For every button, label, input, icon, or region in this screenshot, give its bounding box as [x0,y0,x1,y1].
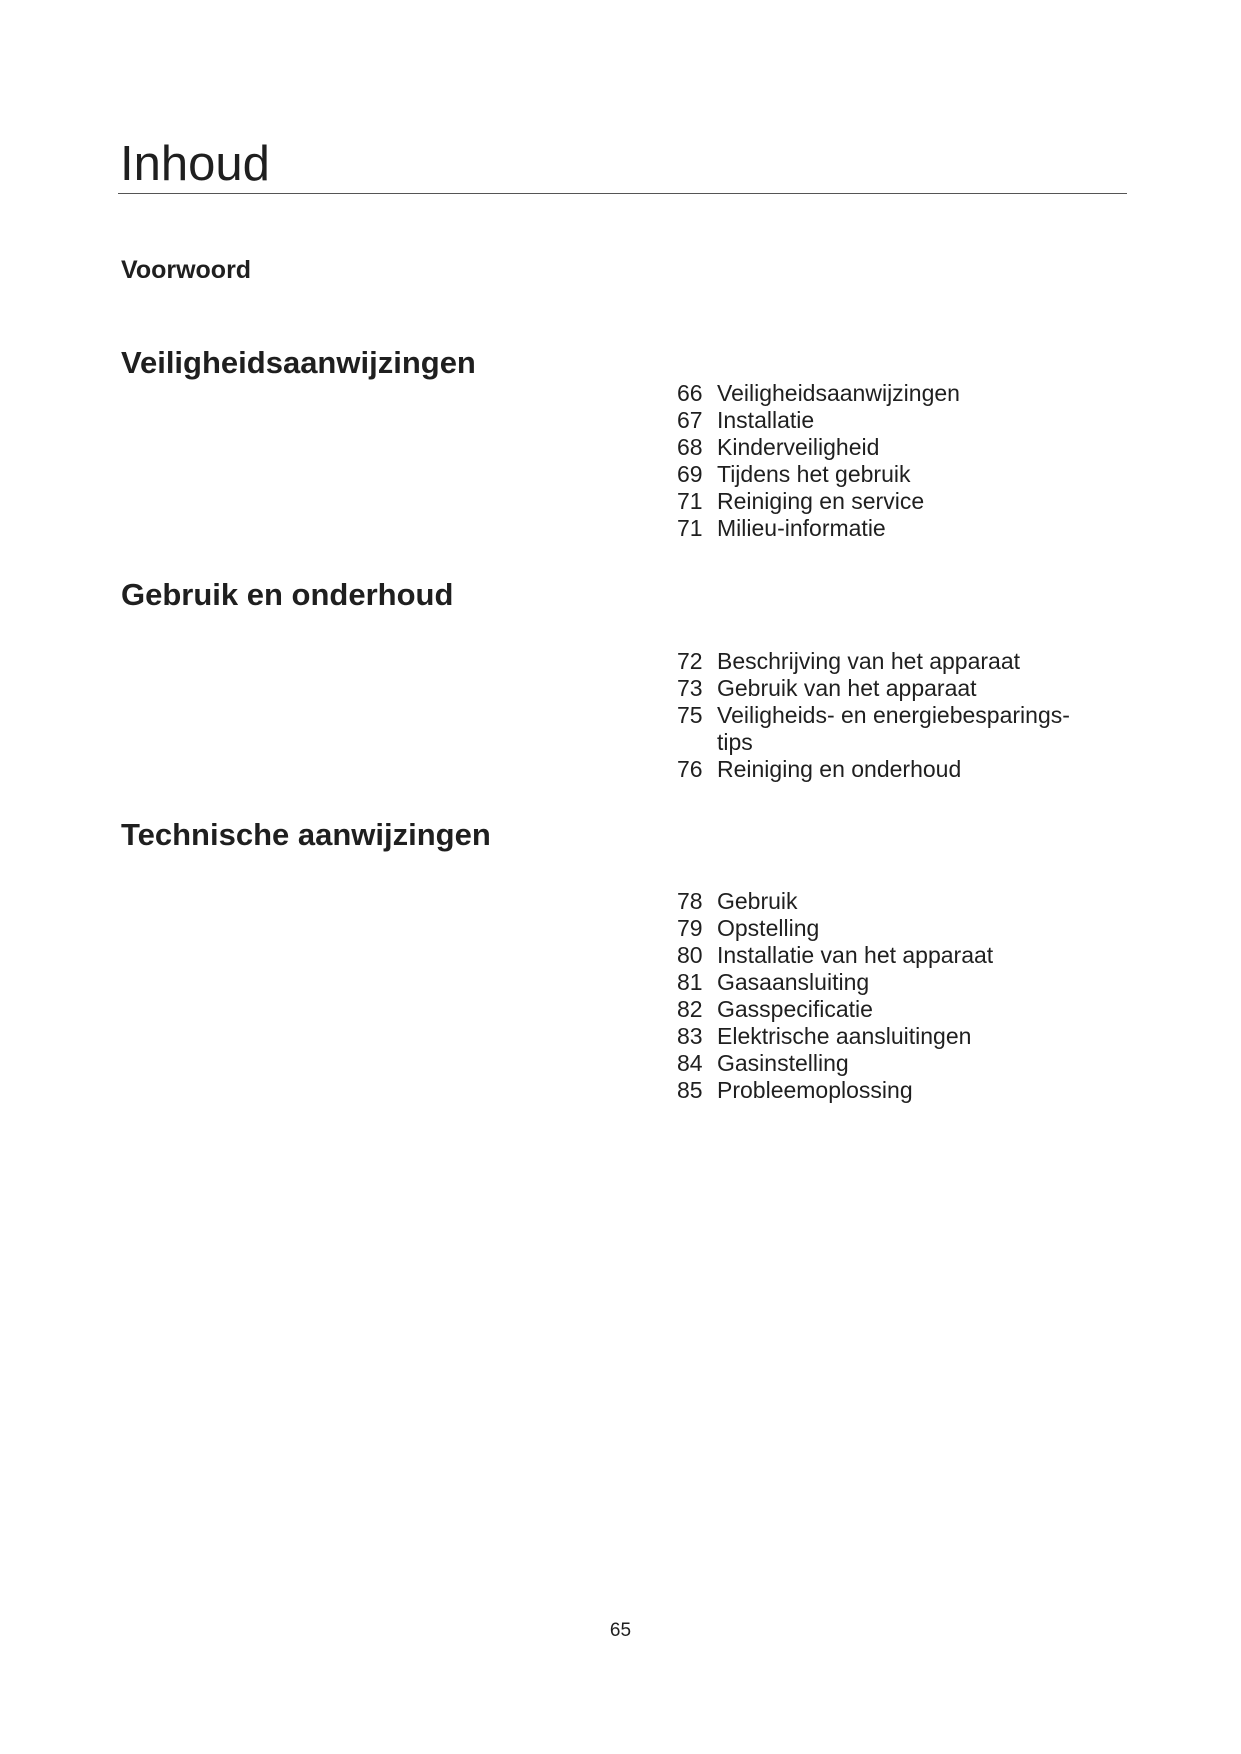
toc-page-number: 81 [677,969,703,995]
toc-entry[interactable] [677,1077,1097,1104]
toc-list-usage [677,648,1097,783]
toc-page-number: 78 [677,888,703,914]
toc-entry-label: Opstelling [717,915,820,941]
toc-entry[interactable] [677,488,1097,515]
toc-page-number: 66 [677,380,703,406]
toc-entry-label: Reiniging en onderhoud [717,756,962,782]
page-number: 65 [609,1620,632,1641]
toc-entry-label: Tijdens het gebruik [717,461,911,487]
toc-entry[interactable] [677,1050,1097,1077]
toc-page-number: 83 [677,1023,703,1049]
toc-entry-label: Gebruik van het apparaat [717,675,977,701]
toc-entry[interactable] [677,1023,1097,1050]
toc-entry[interactable] [677,915,1097,942]
toc-entry[interactable] [677,942,1097,969]
toc-page-number: 68 [677,434,703,460]
toc-entry-label: Gasinstelling [717,1050,849,1076]
toc-entry[interactable] [677,675,1097,702]
toc-entry[interactable] [677,969,1097,996]
toc-list-safety [677,380,1097,542]
toc-entry-label: Elektrische aansluitingen [717,1023,972,1049]
toc-page-number: 69 [677,461,703,487]
toc-page-number: 72 [677,648,703,674]
toc-entry[interactable] [677,380,1097,407]
toc-entry-label: Milieu-informatie [717,515,886,541]
toc-entry-label: Reiniging en service [717,488,925,514]
toc-entry-label: Gebruik [717,888,798,914]
toc-page-number: 79 [677,915,703,941]
toc-page-number: 82 [677,996,703,1022]
toc-entry-label: Veiligheids- en energiebesparings- tips [717,702,1070,755]
section-heading-usage: Gebruik en onderhoud [121,577,454,612]
toc-entry[interactable] [677,996,1097,1023]
toc-entry[interactable] [677,756,1097,783]
toc-entry-label: Beschrijving van het apparaat [717,648,1021,674]
toc-entry-label: Veiligheidsaanwijzingen [717,380,960,406]
toc-entry[interactable] [677,888,1097,915]
toc-page-number: 75 [677,702,703,728]
section-heading-technical: Technische aanwijzingen [121,817,491,852]
toc-page-number: 73 [677,675,703,701]
toc-entry-label: Installatie van het apparaat [717,942,994,968]
toc-entry-label: Kinderveiligheid [717,434,880,460]
toc-entry-label: Installatie [717,407,815,433]
toc-entry-label: Probleemoplossing [717,1077,913,1103]
toc-page-number: 71 [677,488,703,514]
toc-entry[interactable] [677,702,1097,756]
toc-page-number: 76 [677,756,703,782]
toc-page-number: 85 [677,1077,703,1103]
toc-page-number: 80 [677,942,703,968]
title-divider [118,193,1127,194]
toc-page-number: 84 [677,1050,703,1076]
toc-entry[interactable] [677,515,1097,542]
toc-page-number: 67 [677,407,703,433]
toc-page-number: 71 [677,515,703,541]
foreword-heading: Voorwoord [121,256,252,284]
toc-entry-label: Gasspecificatie [717,996,873,1022]
toc-entry[interactable] [677,648,1097,675]
toc-entry[interactable] [677,461,1097,488]
toc-entry[interactable] [677,434,1097,461]
toc-entry[interactable] [677,407,1097,434]
toc-list-technical [677,888,1097,1104]
page-title: Inhoud [120,137,270,191]
toc-entry-label: Gasaansluiting [717,969,870,995]
section-heading-safety: Veiligheidsaanwijzingen [121,345,476,380]
